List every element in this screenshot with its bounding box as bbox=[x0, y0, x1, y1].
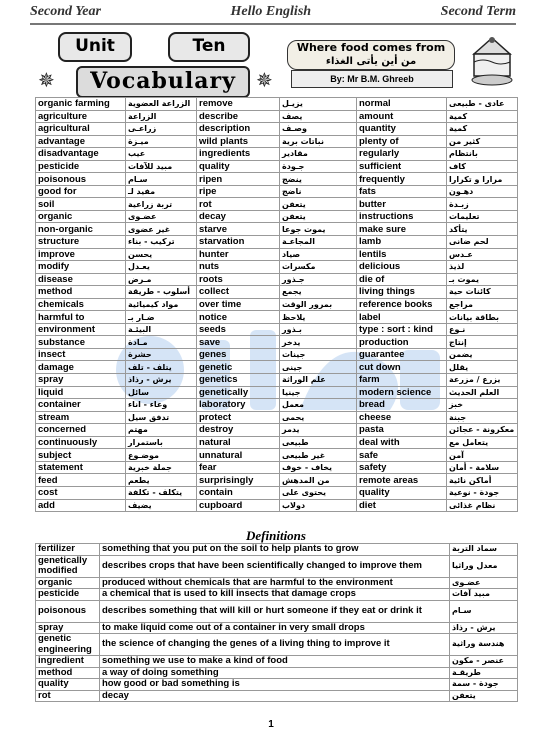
vocab-arabic: وصـف bbox=[280, 123, 357, 136]
vocab-arabic: زراعـى bbox=[126, 123, 197, 136]
vocab-row bbox=[36, 223, 518, 236]
vocab-arabic: لذيذ bbox=[447, 261, 518, 274]
vocab-row bbox=[36, 198, 518, 211]
vocab-english: delicious bbox=[357, 261, 447, 274]
vocab-english: fats bbox=[357, 185, 447, 198]
definition-term: fertilizer bbox=[36, 544, 100, 556]
vocab-english: label bbox=[357, 311, 447, 324]
vocab-english: stream bbox=[36, 411, 126, 424]
vocab-english: concerned bbox=[36, 424, 126, 437]
vocab-row bbox=[36, 298, 518, 311]
vocab-arabic: جينيا bbox=[280, 386, 357, 399]
definition-arabic: معدل وراثيا bbox=[450, 555, 518, 577]
vocab-arabic: يتلف - تلف bbox=[126, 361, 197, 374]
vocab-english: substance bbox=[36, 336, 126, 349]
vocab-english: amount bbox=[357, 110, 447, 123]
vocab-english: natural bbox=[197, 436, 280, 449]
definition-arabic: يتعفن bbox=[450, 690, 518, 702]
vocab-arabic: خبز bbox=[447, 399, 518, 412]
vocab-row bbox=[36, 486, 518, 499]
definition-text: a chemical that is used to kill insects that damage crops bbox=[100, 589, 450, 601]
vocab-arabic: طبيعى bbox=[280, 436, 357, 449]
definition-term: organic bbox=[36, 577, 100, 589]
vocab-english: container bbox=[36, 399, 126, 412]
definition-row bbox=[36, 544, 518, 556]
vocab-arabic: تركيب - بناء bbox=[126, 236, 197, 249]
vocab-english: quantity bbox=[357, 123, 447, 136]
definition-text: describes something that will kill or hurt someone if they eat or drink it bbox=[100, 600, 450, 622]
definition-row bbox=[36, 555, 518, 577]
vocab-arabic: جينى bbox=[280, 361, 357, 374]
vocab-english: disadvantage bbox=[36, 148, 126, 161]
vocab-english: diet bbox=[357, 499, 447, 512]
vocab-arabic: يضمن bbox=[447, 348, 518, 361]
definition-arabic: مبيد آفات bbox=[450, 589, 518, 601]
vocab-english: nuts bbox=[197, 261, 280, 274]
definition-text: how good or bad something is bbox=[100, 679, 450, 691]
vocab-arabic: غير عضوى bbox=[126, 223, 197, 236]
definition-term: pesticide bbox=[36, 589, 100, 601]
vocab-arabic: يتأكد bbox=[447, 223, 518, 236]
vocab-arabic: يدمر bbox=[280, 424, 357, 437]
vocab-arabic: يزيـل bbox=[280, 98, 357, 111]
vocab-arabic: لحم ضانى bbox=[447, 236, 518, 249]
vocab-arabic: العلم الحديث bbox=[447, 386, 518, 399]
author-label: By: Mr B.M. Ghreeb bbox=[291, 70, 453, 88]
vocab-arabic: يتعفن bbox=[280, 198, 357, 211]
definition-term: genetically modified bbox=[36, 555, 100, 577]
vocab-arabic: كاف bbox=[447, 160, 518, 173]
definition-text: the science of changing the genes of a living thing to improve it bbox=[100, 634, 450, 656]
vocab-english: genes bbox=[197, 348, 280, 361]
vocab-english: spray bbox=[36, 374, 126, 387]
vocab-english: ingredients bbox=[197, 148, 280, 161]
vocab-english: laboratory bbox=[197, 399, 280, 412]
vocab-english: collect bbox=[197, 286, 280, 299]
vocab-row bbox=[36, 348, 518, 361]
vocab-english: regularly bbox=[357, 148, 447, 161]
vocab-english: roots bbox=[197, 273, 280, 286]
vocab-arabic: أسلوب - طريقة bbox=[126, 286, 197, 299]
vocab-row bbox=[36, 236, 518, 249]
vocab-english: instructions bbox=[357, 210, 447, 223]
vocab-row bbox=[36, 411, 518, 424]
definition-row bbox=[36, 679, 518, 691]
vocab-english: rot bbox=[197, 198, 280, 211]
vocab-arabic: بانتظام bbox=[447, 148, 518, 161]
vocab-english: wild plants bbox=[197, 135, 280, 148]
vocab-row bbox=[36, 248, 518, 261]
vocab-arabic: يطعم bbox=[126, 474, 197, 487]
vocab-arabic: يتعفن bbox=[280, 210, 357, 223]
vocab-arabic: الزراعة bbox=[126, 110, 197, 123]
vocab-english: feed bbox=[36, 474, 126, 487]
vocab-english: seeds bbox=[197, 323, 280, 336]
vocab-arabic: بـذور bbox=[280, 323, 357, 336]
vocab-row bbox=[36, 210, 518, 223]
vocab-arabic: يرش - رذاذ bbox=[126, 374, 197, 387]
vocab-arabic: عادى - طبيعى bbox=[447, 98, 518, 111]
vocab-arabic: تربة زراعية bbox=[126, 198, 197, 211]
vocab-row bbox=[36, 160, 518, 173]
vocab-arabic: يضيف bbox=[126, 499, 197, 512]
vocab-english: decay bbox=[197, 210, 280, 223]
vocab-english: advantage bbox=[36, 135, 126, 148]
definition-row bbox=[36, 600, 518, 622]
vocab-english: disease bbox=[36, 273, 126, 286]
vocab-english: liquid bbox=[36, 386, 126, 399]
vocab-arabic: يجمع bbox=[280, 286, 357, 299]
vocab-arabic: كمية bbox=[447, 123, 518, 136]
vocab-english: organic farming bbox=[36, 98, 126, 111]
vocab-arabic: يحمى bbox=[280, 411, 357, 424]
vocab-english: genetics bbox=[197, 374, 280, 387]
vocab-arabic: البيئـة bbox=[126, 323, 197, 336]
unit-banner bbox=[38, 32, 283, 96]
vocab-english: safety bbox=[357, 461, 447, 474]
vocab-arabic: عـدس bbox=[447, 248, 518, 261]
vocab-arabic: إنتاج bbox=[447, 336, 518, 349]
vocab-english: contain bbox=[197, 486, 280, 499]
vocab-arabic: مفيد لـ bbox=[126, 185, 197, 198]
vocab-arabic: يتعامل مع bbox=[447, 436, 518, 449]
definition-term: rot bbox=[36, 690, 100, 702]
vocab-arabic: آمن bbox=[447, 449, 518, 462]
vocab-english: quality bbox=[357, 486, 447, 499]
vocab-english: die of bbox=[357, 273, 447, 286]
vocab-english: pasta bbox=[357, 424, 447, 437]
definition-text: produced without chemicals that are harmful to the environment bbox=[100, 577, 450, 589]
vocab-row bbox=[36, 374, 518, 387]
page-header bbox=[30, 4, 516, 22]
vocab-english: agriculture bbox=[36, 110, 126, 123]
vocab-arabic: سـام bbox=[126, 173, 197, 186]
vocab-arabic: نـوع bbox=[447, 323, 518, 336]
vocab-english: protect bbox=[197, 411, 280, 424]
vocab-row bbox=[36, 386, 518, 399]
vocab-arabic: عيب bbox=[126, 148, 197, 161]
vocab-english: make sure bbox=[357, 223, 447, 236]
lesson-title-ar: من أين يأتى الغذاء bbox=[325, 56, 417, 67]
star-icon: ✵ bbox=[38, 70, 55, 92]
definition-arabic: عضـوى bbox=[450, 577, 518, 589]
vocab-english: remote areas bbox=[357, 474, 447, 487]
vocab-english: unnatural bbox=[197, 449, 280, 462]
vocab-english: chemicals bbox=[36, 298, 126, 311]
star-icon: ✵ bbox=[256, 70, 273, 92]
vocab-english: genetically bbox=[197, 386, 280, 399]
vocab-arabic: نظام غذائى bbox=[447, 499, 518, 512]
vocab-arabic: سلامة - أمان bbox=[447, 461, 518, 474]
definition-arabic: جودة - سمة bbox=[450, 679, 518, 691]
vocab-arabic: يعـدل bbox=[126, 261, 197, 274]
vocab-english: damage bbox=[36, 361, 126, 374]
vocab-arabic: مكسرات bbox=[280, 261, 357, 274]
vocab-english: describe bbox=[197, 110, 280, 123]
vocab-arabic: يزرع / مزرعة bbox=[447, 374, 518, 387]
vocab-arabic: صياد bbox=[280, 248, 357, 261]
vocab-arabic: ميـزة bbox=[126, 135, 197, 148]
cake-icon bbox=[468, 34, 516, 90]
vocab-arabic: معمل bbox=[280, 399, 357, 412]
vocab-arabic: علم الوراثة bbox=[280, 374, 357, 387]
vocab-english: add bbox=[36, 499, 126, 512]
vocab-arabic: يحسن bbox=[126, 248, 197, 261]
vocab-english: soil bbox=[36, 198, 126, 211]
vocab-arabic: يموت جوعا bbox=[280, 223, 357, 236]
vocab-arabic: مـرض bbox=[126, 273, 197, 286]
definition-text: something we use to make a kind of food bbox=[100, 656, 450, 668]
vocab-english: cut down bbox=[357, 361, 447, 374]
vocab-arabic: مراجع bbox=[447, 298, 518, 311]
vocab-arabic: بمرور الوقت bbox=[280, 298, 357, 311]
vocab-english: quality bbox=[197, 160, 280, 173]
vocab-arabic: مهتم bbox=[126, 424, 197, 437]
vocab-arabic: من المدهش bbox=[280, 474, 357, 487]
vocab-arabic: عضـوى bbox=[126, 210, 197, 223]
vocab-row bbox=[36, 399, 518, 412]
vocab-english: method bbox=[36, 286, 126, 299]
vocabulary-table bbox=[35, 97, 518, 512]
vocab-arabic: يخاف - خوف bbox=[280, 461, 357, 474]
definition-row bbox=[36, 656, 518, 668]
definition-term: ingredient bbox=[36, 656, 100, 668]
vocab-arabic: مـادة bbox=[126, 336, 197, 349]
definition-term: spray bbox=[36, 622, 100, 634]
definition-text: something that you put on the soil to help plants to grow bbox=[100, 544, 450, 556]
vocab-arabic: يحتوى على bbox=[280, 486, 357, 499]
vocab-arabic: سائل bbox=[126, 386, 197, 399]
vocab-row bbox=[36, 123, 518, 136]
vocab-row bbox=[36, 261, 518, 274]
definitions-table bbox=[35, 543, 518, 702]
vocab-english: good for bbox=[36, 185, 126, 198]
vocab-english: save bbox=[197, 336, 280, 349]
vocab-english: production bbox=[357, 336, 447, 349]
vocab-arabic: باستمرار bbox=[126, 436, 197, 449]
vocab-row bbox=[36, 173, 518, 186]
vocab-english: plenty of bbox=[357, 135, 447, 148]
vocab-row bbox=[36, 436, 518, 449]
vocab-arabic: جـودة bbox=[280, 160, 357, 173]
vocab-english: pesticide bbox=[36, 160, 126, 173]
vocab-row bbox=[36, 323, 518, 336]
vocab-english: insect bbox=[36, 348, 126, 361]
definitions-title: Definitions bbox=[246, 528, 306, 543]
vocab-arabic: يموت بـ bbox=[447, 273, 518, 286]
definition-row bbox=[36, 634, 518, 656]
vocab-english: genetic bbox=[197, 361, 280, 374]
vocab-english: modern science bbox=[357, 386, 447, 399]
vocab-row bbox=[36, 361, 518, 374]
vocab-arabic: يدخر bbox=[280, 336, 357, 349]
lesson-title-scroll bbox=[287, 40, 455, 70]
definition-arabic: هندسة وراثية bbox=[450, 634, 518, 656]
lesson-title-banner bbox=[287, 38, 457, 92]
vocab-row bbox=[36, 499, 518, 512]
vocab-row bbox=[36, 286, 518, 299]
vocab-row bbox=[36, 185, 518, 198]
vocab-english: notice bbox=[197, 311, 280, 324]
vocab-arabic: دهـون bbox=[447, 185, 518, 198]
vocab-arabic: معكرونة - عجائن bbox=[447, 424, 518, 437]
definition-text: decay bbox=[100, 690, 450, 702]
vocab-english: ripen bbox=[197, 173, 280, 186]
vocab-english: statement bbox=[36, 461, 126, 474]
vocab-english: frequently bbox=[357, 173, 447, 186]
section-title: Vocabulary bbox=[76, 66, 250, 98]
page-number: 1 bbox=[268, 719, 274, 730]
header-right: Second Term bbox=[440, 4, 516, 19]
vocab-english: over time bbox=[197, 298, 280, 311]
vocab-arabic: جينات bbox=[280, 348, 357, 361]
vocab-english: sufficient bbox=[357, 160, 447, 173]
vocab-english: modify bbox=[36, 261, 126, 274]
vocab-english: farm bbox=[357, 374, 447, 387]
vocab-arabic: مواد كيميائية bbox=[126, 298, 197, 311]
vocab-arabic: يتكلف - تكلفة bbox=[126, 486, 197, 499]
vocab-english: starvation bbox=[197, 236, 280, 249]
unit-label: Unit bbox=[58, 32, 132, 62]
vocab-english: lamb bbox=[357, 236, 447, 249]
vocab-arabic: كثير من bbox=[447, 135, 518, 148]
header-divider bbox=[30, 23, 516, 25]
vocab-arabic: حشرة bbox=[126, 348, 197, 361]
definition-row bbox=[36, 667, 518, 679]
vocab-english: ripe bbox=[197, 185, 280, 198]
vocab-row bbox=[36, 110, 518, 123]
definition-row bbox=[36, 577, 518, 589]
definition-text: describes crops that have been scientifically changed to improve them bbox=[100, 555, 450, 577]
definition-row bbox=[36, 589, 518, 601]
vocab-row bbox=[36, 449, 518, 462]
vocab-english: destroy bbox=[197, 424, 280, 437]
vocab-arabic: ينضج bbox=[280, 173, 357, 186]
vocab-english: reference books bbox=[357, 298, 447, 311]
vocab-row bbox=[36, 336, 518, 349]
vocab-english: fear bbox=[197, 461, 280, 474]
vocab-arabic: ضـار بـ bbox=[126, 311, 197, 324]
vocab-arabic: تعليمات bbox=[447, 210, 518, 223]
vocab-english: agricultural bbox=[36, 123, 126, 136]
vocab-arabic: ناضج bbox=[280, 185, 357, 198]
vocab-arabic: أماكن نائية bbox=[447, 474, 518, 487]
vocab-arabic: مرارا و تكرارا bbox=[447, 173, 518, 186]
definition-term: method bbox=[36, 667, 100, 679]
definition-term: genetic engineering bbox=[36, 634, 100, 656]
vocab-english: deal with bbox=[357, 436, 447, 449]
vocab-english: butter bbox=[357, 198, 447, 211]
vocab-english: harmful to bbox=[36, 311, 126, 324]
vocab-arabic: المجاعـة bbox=[280, 236, 357, 249]
vocab-arabic: كمية bbox=[447, 110, 518, 123]
definition-row bbox=[36, 622, 518, 634]
vocab-arabic: يلاحظ bbox=[280, 311, 357, 324]
vocab-arabic: دولاب bbox=[280, 499, 357, 512]
vocab-arabic: جبنة bbox=[447, 411, 518, 424]
vocab-english: guarantee bbox=[357, 348, 447, 361]
vocab-arabic: زبـدة bbox=[447, 198, 518, 211]
definition-text: to make liquid come out of a container in very small drops bbox=[100, 622, 450, 634]
vocab-arabic: مبيد للآفات bbox=[126, 160, 197, 173]
vocab-arabic: جـذور bbox=[280, 273, 357, 286]
vocab-arabic: يقلل bbox=[447, 361, 518, 374]
vocab-english: cheese bbox=[357, 411, 447, 424]
definition-text: a way of doing something bbox=[100, 667, 450, 679]
vocab-english: poisonous bbox=[36, 173, 126, 186]
header-left: Second Year bbox=[30, 4, 101, 19]
lesson-title-en: Where food comes from bbox=[296, 41, 446, 54]
vocab-arabic: بطاقة بيانات bbox=[447, 311, 518, 324]
vocab-row bbox=[36, 474, 518, 487]
vocab-english: bread bbox=[357, 399, 447, 412]
vocab-english: starve bbox=[197, 223, 280, 236]
vocab-english: non-organic bbox=[36, 223, 126, 236]
vocab-arabic: كائنات حية bbox=[447, 286, 518, 299]
vocab-row bbox=[36, 273, 518, 286]
vocab-english: organic bbox=[36, 210, 126, 223]
vocab-english: structure bbox=[36, 236, 126, 249]
vocab-english: environment bbox=[36, 323, 126, 336]
vocab-english: improve bbox=[36, 248, 126, 261]
vocab-arabic: تدفق سيل bbox=[126, 411, 197, 424]
vocab-arabic: وعاء - اناء bbox=[126, 399, 197, 412]
vocab-row bbox=[36, 461, 518, 474]
vocab-english: surprisingly bbox=[197, 474, 280, 487]
vocab-english: living things bbox=[357, 286, 447, 299]
vocab-row bbox=[36, 424, 518, 437]
vocab-english: cost bbox=[36, 486, 126, 499]
vocab-row bbox=[36, 148, 518, 161]
definition-term: poisonous bbox=[36, 600, 100, 622]
vocab-arabic: جودة - نوعية bbox=[447, 486, 518, 499]
vocab-arabic: الزراعة العضوية bbox=[126, 98, 197, 111]
vocab-arabic: نباتات برية bbox=[280, 135, 357, 148]
vocab-arabic: غير طبيعى bbox=[280, 449, 357, 462]
vocab-english: description bbox=[197, 123, 280, 136]
vocab-arabic: مقادير bbox=[280, 148, 357, 161]
vocab-english: safe bbox=[357, 449, 447, 462]
vocab-arabic: جملة خبرية bbox=[126, 461, 197, 474]
vocab-english: normal bbox=[357, 98, 447, 111]
definition-term: quality bbox=[36, 679, 100, 691]
vocab-english: continuously bbox=[36, 436, 126, 449]
vocab-row bbox=[36, 311, 518, 324]
vocab-row bbox=[36, 98, 518, 111]
definition-arabic: يرش - رذاذ bbox=[450, 622, 518, 634]
definition-arabic: طريقـة bbox=[450, 667, 518, 679]
vocab-english: lentils bbox=[357, 248, 447, 261]
definition-arabic: عنصر - مكون bbox=[450, 656, 518, 668]
header-center: Hello English bbox=[230, 4, 312, 19]
vocab-english: subject bbox=[36, 449, 126, 462]
definition-arabic: سماد التربة bbox=[450, 544, 518, 556]
vocab-english: cupboard bbox=[197, 499, 280, 512]
vocab-english: remove bbox=[197, 98, 280, 111]
vocab-english: hunter bbox=[197, 248, 280, 261]
definition-arabic: سـام bbox=[450, 600, 518, 622]
vocab-arabic: موضـوع bbox=[126, 449, 197, 462]
definition-row bbox=[36, 690, 518, 702]
vocab-english: type : sort : kind bbox=[357, 323, 447, 336]
vocab-row bbox=[36, 135, 518, 148]
vocab-arabic: يصف bbox=[280, 110, 357, 123]
unit-number: Ten bbox=[168, 32, 250, 62]
